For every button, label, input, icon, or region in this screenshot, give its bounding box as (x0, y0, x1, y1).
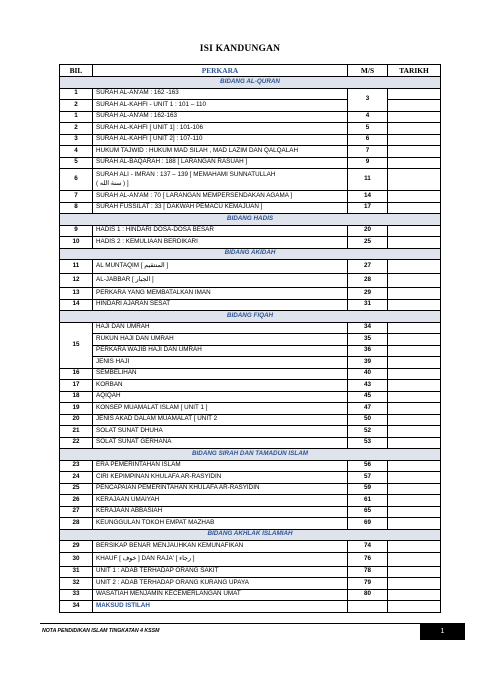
row-tarikh (388, 322, 441, 334)
row-ms: 14 (348, 191, 388, 203)
row-tarikh (388, 345, 441, 357)
header-tarikh: TARIKH (388, 65, 441, 77)
table-row (60, 237, 441, 249)
row-perkara: JENIS AKAD DALAM MUAMALAT [ UNIT 2 (93, 414, 348, 426)
table-row (60, 483, 441, 495)
table-row (60, 334, 441, 346)
row-ms: 69 (348, 518, 388, 530)
table-row (60, 345, 441, 357)
row-bil: 33 (60, 589, 93, 601)
row-ms: 56 (348, 460, 388, 472)
row-tarikh (388, 578, 441, 590)
row-perkara: HAJI DAN UMRAH (93, 322, 348, 334)
row-bil: 17 (60, 380, 93, 392)
row-tarikh (388, 601, 441, 613)
table-row (60, 495, 441, 507)
table-row (60, 437, 441, 449)
row-bil: 12 (60, 274, 93, 288)
row-tarikh (388, 299, 441, 311)
row-ms: 29 (348, 288, 388, 300)
row-perkara: HADIS 2 : KEMULIAAN BERDIKARI (93, 237, 348, 249)
row-bil: 15 (60, 322, 93, 368)
row-ms: 61 (348, 495, 388, 507)
table-row (60, 578, 441, 590)
row-ms: 36 (348, 345, 388, 357)
row-perkara: PENCAPAIAN PEMERINTAHAN KHULAFA AR-RASYIDIN (93, 483, 348, 495)
table-row (60, 288, 441, 300)
row-tarikh (388, 506, 441, 518)
row-bil: 1 (60, 88, 93, 100)
row-perkara: RUKUN HAJI DAN UMRAH (93, 334, 348, 346)
header-row (60, 65, 441, 77)
section-title: BIDANG AKHLAK ISLAMIAH (60, 529, 441, 541)
row-perkara: KONSEP MUAMALAT ISLAM [ UNIT 1 ] (93, 403, 348, 415)
row-ms: 65 (348, 506, 388, 518)
row-ms (348, 601, 388, 613)
row-perkara: HUKUM TAJWID : HUKUM MAD SILAH , MAD LAZIM DAN QALQALAH (93, 146, 348, 158)
table-row (60, 566, 441, 578)
row-perkara: MAKSUD ISTILAH (93, 601, 348, 613)
row-perkara: SOLAT SUNAT DHUHA (93, 426, 348, 438)
table-row (60, 146, 441, 158)
row-ms: 31 (348, 299, 388, 311)
row-perkara: CIRI KEPIMPINAN KHULAFA AR-RASYIDIN (93, 472, 348, 484)
row-perkara: SURAH AL-AN'AM : 70 [ LARANGAN MEMPERSENDAKAN AGAMA ] (93, 191, 348, 203)
row-tarikh (388, 437, 441, 449)
table-row (60, 414, 441, 426)
page-number: 1 (420, 624, 465, 640)
row-ms: 50 (348, 414, 388, 426)
section-row (60, 311, 441, 323)
section-row (60, 529, 441, 541)
row-tarikh (388, 368, 441, 380)
section-title: BIDANG AKIDAH (60, 248, 441, 260)
row-perkara: KERAJAAN UMAIYAH (93, 495, 348, 507)
row-perkara: HADIS 1 : HINDARI DOSA-DOSA BESAR (93, 225, 348, 237)
table-row (60, 518, 441, 530)
row-bil: 5 (60, 157, 93, 169)
row-tarikh (388, 274, 441, 288)
row-ms: 20 (348, 225, 388, 237)
row-tarikh (388, 225, 441, 237)
row-bil: 31 (60, 566, 93, 578)
row-ms: 25 (348, 237, 388, 249)
row-tarikh (388, 414, 441, 426)
row-perkara: KERAJAAN ABBASIAH (93, 506, 348, 518)
row-ms: 27 (348, 260, 388, 274)
section-row (60, 449, 441, 461)
row-bil: 27 (60, 506, 93, 518)
row-ms: 79 (348, 578, 388, 590)
row-perkara: UNIT 2 : ADAB TERHADAP ORANG KURANG UPAYA (93, 578, 348, 590)
row-ms: 80 (348, 589, 388, 601)
row-perkara: SURAH AL-BAQARAH : 188 [ LARANGAN RASUAH ] (93, 157, 348, 169)
row-tarikh (388, 157, 441, 169)
row-tarikh (388, 552, 441, 566)
row-bil: 16 (60, 368, 93, 380)
row-bil: 13 (60, 288, 93, 300)
row-tarikh (388, 169, 441, 191)
row-tarikh (388, 237, 441, 249)
row-ms: 4 (348, 111, 388, 123)
row-tarikh (388, 391, 441, 403)
row-perkara-line-1: SURAH ALI - IMRAN : 137 – 139 [ MEMAHAMI SUNNATULLAH (96, 170, 276, 178)
row-ms: 59 (348, 483, 388, 495)
row-ms: 76 (348, 552, 388, 566)
row-ms: 57 (348, 472, 388, 484)
row-perkara-line-2: ( سنة الله ) ] (96, 179, 129, 187)
row-perkara: JENIS HAJI (93, 357, 348, 369)
row-tarikh (388, 589, 441, 601)
row-bil: 20 (60, 414, 93, 426)
row-ms: 35 (348, 334, 388, 346)
row-bil: 18 (60, 391, 93, 403)
footer-text: NOTA PENDIDIKAN ISLAM TINGKATAN 4 KSSM (42, 628, 160, 634)
header-bil: BIL (60, 65, 93, 77)
section-row (60, 77, 441, 89)
row-bil: 25 (60, 483, 93, 495)
row-bil: 1 (60, 111, 93, 123)
row-tarikh (388, 260, 441, 274)
row-ms: 6 (348, 134, 388, 146)
table-row (60, 134, 441, 146)
section-row (60, 248, 441, 260)
row-ms: 53 (348, 437, 388, 449)
row-tarikh (388, 134, 441, 146)
row-perkara: SOLAT SUNAT GERHANA (93, 437, 348, 449)
row-bil: 30 (60, 552, 93, 566)
table-row (60, 299, 441, 311)
row-bil: 2 (60, 100, 93, 112)
page-title: ISI KANDUNGAN (199, 44, 281, 54)
row-bil: 10 (60, 237, 93, 249)
row-bil: 22 (60, 437, 93, 449)
row-ms: 34 (348, 322, 388, 334)
row-tarikh (388, 146, 441, 158)
row-bil: 23 (60, 460, 93, 472)
section-title: BIDANG HADIS (60, 214, 441, 226)
row-bil: 8 (60, 202, 93, 214)
row-ms: 43 (348, 380, 388, 392)
section-title: BIDANG SIRAH DAN TAMADUN ISLAM (60, 449, 441, 461)
section-title: BIDANG FIQAH (60, 311, 441, 323)
row-ms: 40 (348, 368, 388, 380)
table-row (60, 123, 441, 135)
row-ms: 7 (348, 146, 388, 158)
header-perkara: PERKARA (93, 65, 348, 77)
row-ms: 28 (348, 274, 388, 288)
row-tarikh (388, 426, 441, 438)
table-row (60, 157, 441, 169)
row-bil: 7 (60, 191, 93, 203)
row-bil: 14 (60, 299, 93, 311)
row-bil: 28 (60, 518, 93, 530)
table-row (60, 111, 441, 123)
table-row (60, 391, 441, 403)
table-row (60, 589, 441, 601)
section-title: BIDANG AL-QURAN (60, 77, 441, 89)
row-perkara: SURAH AL-KAHFI [ UNIT 1] : 101-106 (93, 123, 348, 135)
table-row (60, 460, 441, 472)
table-row (60, 472, 441, 484)
row-tarikh (388, 541, 441, 553)
table-row (60, 225, 441, 237)
row-bil: 6 (60, 169, 93, 191)
row-perkara: KEUNGGULAN TOKOH EMPAT MAZHAB (93, 518, 348, 530)
table-row (60, 202, 441, 214)
row-tarikh (388, 518, 441, 530)
row-tarikh (388, 380, 441, 392)
table-row (60, 260, 441, 274)
row-ms: 3 (348, 88, 388, 111)
row-bil: 11 (60, 260, 93, 274)
row-bil: 29 (60, 541, 93, 553)
row-perkara: SURAH AL-KAHFI [ UNIT 2] : 107-110 (93, 134, 348, 146)
row-ms: 52 (348, 426, 388, 438)
table-row (60, 191, 441, 203)
row-bil: 4 (60, 146, 93, 158)
row-perkara: BERSIKAP BENAR MENJAUHKAN KEMUNAFIKAN (93, 541, 348, 553)
row-ms: 5 (348, 123, 388, 135)
row-bil: 9 (60, 225, 93, 237)
row-perkara: KORBAN (93, 380, 348, 392)
row-perkara: ERA PEMERINTAHAN ISLAM (93, 460, 348, 472)
row-tarikh (388, 460, 441, 472)
row-bil: 26 (60, 495, 93, 507)
row-bil: 32 (60, 578, 93, 590)
table-row (60, 541, 441, 553)
row-perkara: UNIT 1 : ADAB TERHADAP ORANG SAKIT (93, 566, 348, 578)
row-tarikh (388, 202, 441, 214)
row-tarikh (388, 495, 441, 507)
row-perkara: SURAH AL-AN'AM : 162-163 (93, 111, 348, 123)
table-row (60, 274, 441, 288)
table-row (60, 506, 441, 518)
table-row (60, 403, 441, 415)
row-bil: 3 (60, 134, 93, 146)
row-tarikh (388, 123, 441, 135)
row-perkara: SURAH AL-AN'AM : 162 -163 (93, 88, 348, 100)
row-ms: 11 (348, 169, 388, 191)
contents-table (59, 64, 441, 613)
table-row (60, 357, 441, 369)
footer-divider (40, 623, 465, 624)
row-bil: 34 (60, 601, 93, 613)
row-tarikh (388, 191, 441, 203)
row-perkara: AQIQAH (93, 391, 348, 403)
row-tarikh (388, 566, 441, 578)
row-ms: 78 (348, 566, 388, 578)
row-perkara: WASATIAH MENJAMIN KECEMERLANGAN UMAT (93, 589, 348, 601)
table-row (60, 88, 441, 100)
row-ms: 17 (348, 202, 388, 214)
table-row (60, 368, 441, 380)
table-row (60, 169, 441, 191)
row-perkara: SEMBELIHAN (93, 368, 348, 380)
row-perkara: SURAH FUSSILAT : 33 [ DAKWAH PEMACU KEMAJUAN ] (93, 202, 348, 214)
row-bil: 19 (60, 403, 93, 415)
table-row (60, 552, 441, 566)
row-tarikh (388, 288, 441, 300)
row-tarikh (388, 357, 441, 369)
row-perkara: KHAUF [ خوف ] DAN RAJA' [ رجاء ] (93, 552, 348, 566)
row-perkara: PERKARA YANG MEMBATALKAN IMAN (93, 288, 348, 300)
row-tarikh (388, 334, 441, 346)
row-perkara: AL-JABBAR [ الجبار ] (93, 274, 348, 288)
row-ms: 47 (348, 403, 388, 415)
section-row (60, 214, 441, 226)
row-bil: 21 (60, 426, 93, 438)
table-row (60, 426, 441, 438)
row-ms: 45 (348, 391, 388, 403)
row-tarikh (388, 483, 441, 495)
row-perkara: SURAH AL-KAHFI - UNIT 1 : 101 – 110 (93, 100, 348, 112)
row-tarikh (388, 403, 441, 415)
row-tarikh (388, 111, 441, 123)
row-tarikh (388, 88, 441, 100)
row-ms: 9 (348, 157, 388, 169)
row-perkara (93, 169, 348, 191)
row-perkara: AL MUNTAQIM [ المنتقيم ] (93, 260, 348, 274)
table-row (60, 322, 441, 334)
table-row (60, 380, 441, 392)
row-bil: 2 (60, 123, 93, 135)
header-ms: M/S (348, 65, 388, 77)
row-perkara: PERKARA WAJIB HAJI DAN UMRAH (93, 345, 348, 357)
row-ms: 74 (348, 541, 388, 553)
row-bil: 24 (60, 472, 93, 484)
row-tarikh (388, 100, 441, 112)
row-ms: 39 (348, 357, 388, 369)
table-row (60, 601, 441, 613)
row-perkara: HINDARI AJARAN SESAT (93, 299, 348, 311)
row-tarikh (388, 472, 441, 484)
